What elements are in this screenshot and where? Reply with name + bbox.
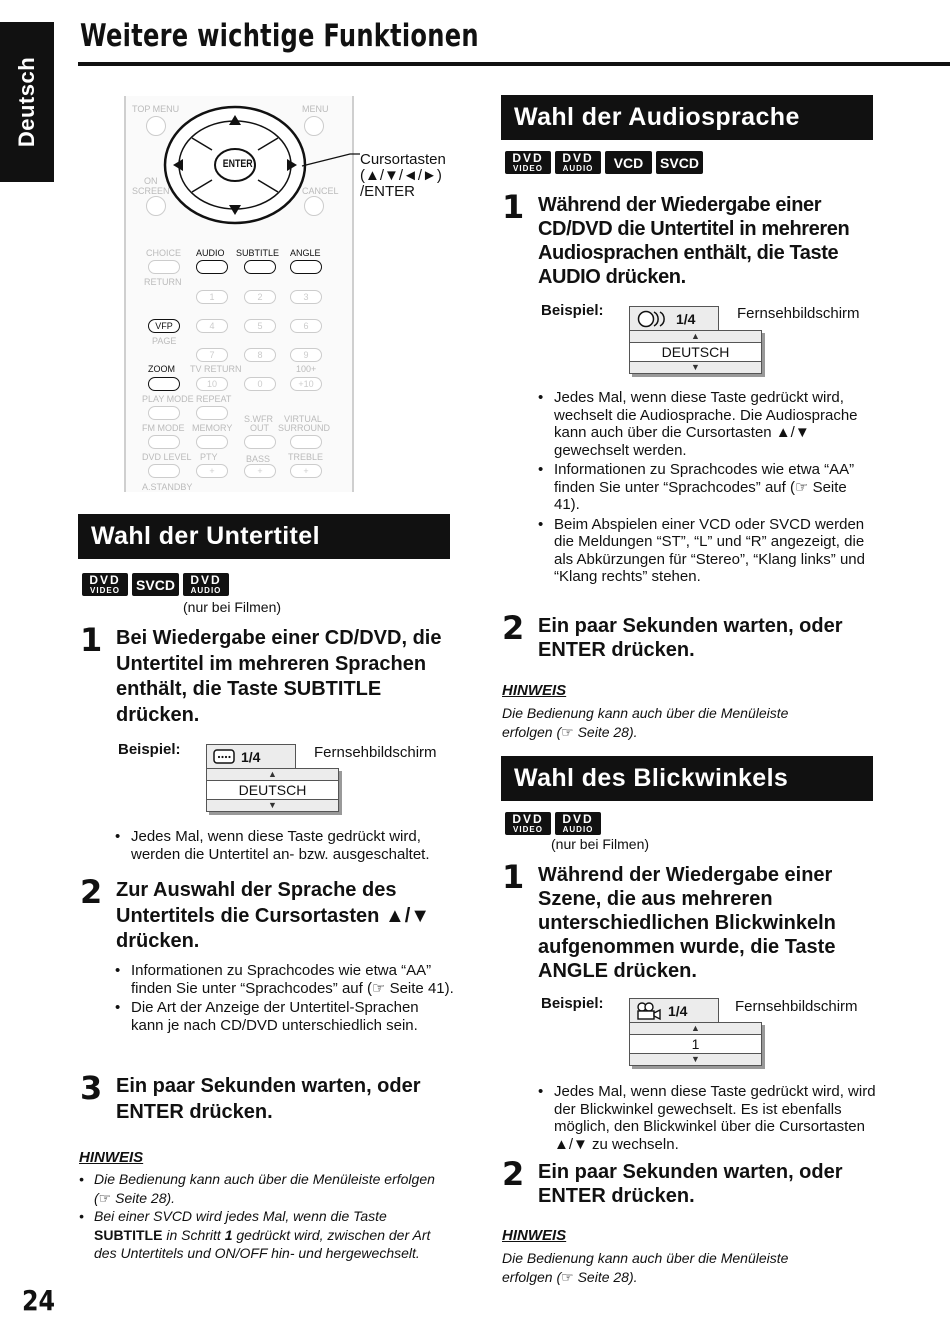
- remote-label-choice: CHOICE: [146, 248, 182, 258]
- list-item: • Informationen zu Sprachcodes wie etwa “AA” finden Sie unter “Sprachcodes” auf (☞ Seite 41).: [115, 962, 455, 997]
- audio-hinweis-heading: HINWEIS: [502, 682, 567, 699]
- step-number: 1: [502, 188, 525, 226]
- osd-count: 1/4: [668, 1002, 688, 1019]
- osd-count: 1/4: [241, 748, 261, 765]
- zoom-key: [148, 377, 180, 391]
- badge-line: DVD: [512, 812, 544, 826]
- up-arrow-icon: ▲: [691, 331, 700, 341]
- osd-body: [629, 330, 762, 374]
- subtitle-hinweis-heading: HINWEIS: [79, 1149, 144, 1166]
- num-key-5: 5: [244, 319, 276, 333]
- remote-label-zoom: ZOOM: [148, 364, 175, 374]
- audio-section-heading: Wahl der Audiosprache: [501, 95, 873, 140]
- down-arrow-icon: ▼: [268, 800, 277, 810]
- badge-line: DVD: [562, 812, 594, 826]
- angle-step-2: [502, 1155, 874, 1208]
- osd-count: 1/4: [676, 310, 696, 327]
- angle-example-label: Beispiel:: [541, 995, 604, 1012]
- badge-line: VIDEO: [513, 825, 543, 834]
- language-tab: [0, 22, 54, 182]
- badge-dvd-audio: [555, 151, 601, 174]
- remote-label-virtual: VIRTUAL: [284, 414, 322, 424]
- step-number: 2: [502, 609, 525, 647]
- remote-label-100plus: 100+: [296, 364, 317, 374]
- remote-label-astandby: A.STANDBY: [142, 482, 193, 492]
- badge-svcd: SVCD: [132, 573, 179, 596]
- osd-value: DEUTSCH: [630, 342, 761, 362]
- step-number: 2: [502, 1155, 525, 1193]
- callout-line: (▲/▼/◄/►): [360, 167, 442, 184]
- num-key-3: 3: [290, 290, 322, 304]
- badge-line: DVD: [190, 573, 222, 587]
- subtitle-osd: [206, 744, 339, 812]
- osd-header: [206, 744, 296, 768]
- step-text: Während der Wiedergabe einer Szene, die aus mehreren unterschiedlichen Blickwinkeln aufgenommen wurde, die Taste ANGLE drücken.: [538, 864, 836, 982]
- audio-osd: [629, 306, 762, 374]
- badge-vcd: VCD: [605, 151, 652, 174]
- badge-line: AUDIO: [190, 586, 222, 595]
- down-arrow-icon: ▼: [691, 362, 700, 372]
- step-text: Ein paar Sekunden warten, oder ENTER drücken.: [538, 1161, 843, 1207]
- remote-label-tv-return: TV RETURN: [190, 364, 242, 374]
- num-key-2: 2: [244, 290, 276, 304]
- callout-leader: [300, 150, 362, 180]
- step-text: Ein paar Sekunden warten, oder ENTER drücken.: [538, 615, 843, 661]
- down-arrow-icon: ▼: [691, 1054, 700, 1064]
- num-key-7: 7: [196, 348, 228, 362]
- list-item: • Jedes Mal, wenn diese Taste gedrückt wird, wechselt die Audiosprache. Die Audiosprache kann auch über die Cursortasten ▲/▼ gewechselt werden.: [538, 389, 876, 459]
- audio-icon: [636, 310, 670, 328]
- angle-hinweis-text: Die Bedienung kann auch über die Menüleiste erfolgen (☞ Seite 28).: [502, 1250, 789, 1285]
- callout-line: Cursortasten: [360, 151, 446, 168]
- remote-label-subtitle: SUBTITLE: [236, 248, 280, 258]
- subtitle-disc-badges: [82, 573, 229, 596]
- remote-label-screen: SCREEN: [132, 186, 170, 196]
- audio-screen-label: Fernsehbildschirm: [737, 305, 860, 322]
- remote-label-out: OUT: [250, 423, 269, 433]
- camera-icon: [636, 1002, 662, 1020]
- badge-dvd-audio: [183, 573, 229, 596]
- audio-step-2: [502, 609, 874, 662]
- num-key-plus10: +10: [290, 377, 322, 391]
- badge-line: DVD: [512, 151, 544, 165]
- badge-line: DVD: [89, 573, 121, 587]
- remote-label-audio: AUDIO: [196, 248, 225, 258]
- enter-key-label: ENTER: [222, 158, 253, 170]
- angle-screen-label: Fernsehbildschirm: [735, 998, 858, 1015]
- subtitle-hinweis-list: [79, 1170, 451, 1263]
- step-number: 1: [502, 858, 525, 896]
- num-key-4: 4: [196, 319, 228, 333]
- osd-body: [206, 768, 339, 812]
- badge-line: DVD: [562, 151, 594, 165]
- virtual-key: [290, 435, 322, 449]
- audio-key: [196, 260, 228, 274]
- angle-key: [290, 260, 322, 274]
- remote-label-menu: MENU: [302, 104, 329, 114]
- badge-line: AUDIO: [562, 164, 594, 173]
- angle-step-1: [502, 858, 874, 983]
- remote-label-bass: BASS: [246, 454, 271, 464]
- list-item: • Beim Abspielen einer VCD oder SVCD werden die Meldungen “ST”, “L” und “R” angezeigt, die als Abkürzungen für “Stereo”, “Klang links” und “Klang rechts” stehen.: [538, 516, 876, 586]
- remote-label-repeat: REPEAT: [196, 394, 232, 404]
- remote-label-treble: TREBLE: [288, 452, 324, 462]
- remote-label-page: PAGE: [152, 336, 177, 346]
- remote-label-dvd-level: DVD LEVEL: [142, 452, 192, 462]
- angle-hinweis-heading: HINWEIS: [502, 1227, 567, 1244]
- remote-label-swfr: S.WFR: [244, 414, 273, 424]
- callout-line: /ENTER: [360, 183, 416, 200]
- swfr-key: [244, 435, 276, 449]
- angle-bullets: [538, 1083, 876, 1155]
- num-key-10: 10: [196, 377, 228, 391]
- vfp-key: VFP: [148, 319, 180, 333]
- angle-badge-note: (nur bei Filmen): [551, 836, 650, 852]
- step-text: Ein paar Sekunden warten, oder ENTER drücken.: [116, 1075, 421, 1123]
- remote-label-play-mode: PLAY MODE: [142, 394, 194, 404]
- step-number: 3: [80, 1069, 103, 1107]
- badge-dvd-video: [82, 573, 128, 596]
- step-text: Zur Auswahl der Sprache des Untertitels die Cursortasten ▲/▼ drücken.: [116, 879, 431, 952]
- list-item: • Die Art der Anzeige der Untertitel-Sprachen kann je nach CD/DVD unterschiedlich sein.: [115, 999, 455, 1034]
- hinweis-step-ref: 1: [224, 1226, 233, 1243]
- dvd-level-key: [148, 464, 180, 478]
- language-tab-label: Deutsch: [14, 56, 39, 148]
- badge-svcd: SVCD: [656, 151, 703, 174]
- step-number: 2: [80, 873, 103, 911]
- remote-label-pty: PTY: [200, 452, 218, 462]
- subtitle-badge-note: (nur bei Filmen): [183, 599, 282, 615]
- hinweis-keyword: SUBTITLE: [94, 1226, 163, 1243]
- badge-line: AUDIO: [562, 825, 594, 834]
- cursor-callout: [360, 152, 446, 200]
- treble-plus-key: +: [290, 464, 322, 478]
- remote-label-top-menu: TOP MENU: [132, 104, 180, 114]
- angle-osd: [629, 998, 762, 1066]
- subtitle-step-3: [80, 1069, 452, 1125]
- subtitle-step1-bullets: [115, 828, 455, 865]
- osd-value: 1: [630, 1034, 761, 1054]
- num-key-9: 9: [290, 348, 322, 362]
- audio-bullets: [538, 389, 876, 588]
- hinweis-text: Bei einer SVCD wird jedes Mal, wenn die Taste: [94, 1208, 387, 1224]
- repeat-key: [196, 406, 228, 420]
- hinweis-item: [79, 1207, 451, 1263]
- subtitle-step2-bullets: [115, 962, 455, 1036]
- subtitle-key: [244, 260, 276, 274]
- remote-label-cancel: CANCEL: [302, 186, 339, 196]
- subtitle-example-label: Beispiel:: [118, 741, 181, 758]
- osd-header: [629, 998, 719, 1022]
- num-key-6: 6: [290, 319, 322, 333]
- audio-step-1: [502, 188, 874, 289]
- remote-label-memory: MEMORY: [192, 423, 233, 433]
- subtitle-screen-label: Fernsehbildschirm: [314, 744, 437, 761]
- hinweis-text: in Schritt: [162, 1226, 225, 1243]
- remote-label-surround: SURROUND: [278, 423, 331, 433]
- up-arrow-icon: ▲: [268, 769, 277, 779]
- subtitle-step-2: [80, 873, 452, 955]
- subtitle-icon: [213, 749, 235, 765]
- pty-plus-key: +: [196, 464, 228, 478]
- subtitle-step-1: [80, 621, 452, 728]
- osd-value: DEUTSCH: [207, 780, 338, 800]
- fm-mode-key: [148, 435, 180, 449]
- up-arrow-icon: ▲: [691, 1023, 700, 1033]
- osd-body: [629, 1022, 762, 1066]
- remote-label-fm-mode: FM MODE: [142, 423, 185, 433]
- step-text: Bei Wiedergabe einer CD/DVD, die Untertitel im mehreren Sprachen enthält, die Taste SUBTITLE drücken.: [116, 627, 442, 726]
- audio-disc-badges: [505, 151, 703, 174]
- badge-line: VIDEO: [90, 586, 120, 595]
- subtitle-section-heading: Wahl der Untertitel: [78, 514, 450, 559]
- page-number: 24: [22, 1284, 56, 1317]
- play-mode-key: [148, 406, 180, 420]
- title-rule: [78, 62, 950, 66]
- angle-section-heading: Wahl des Blickwinkels: [501, 756, 873, 801]
- list-item: • Jedes Mal, wenn diese Taste gedrückt wird, werden die Untertitel an- bzw. ausgeschaltet.: [115, 828, 455, 863]
- badge-dvd-audio: [555, 812, 601, 835]
- audio-hinweis-text: Die Bedienung kann auch über die Menüleiste erfolgen (☞ Seite 28).: [502, 705, 789, 740]
- remote-label-return: RETURN: [144, 277, 182, 287]
- hinweis-text: gedrückt wird, zwischen der Art des Untertitels und ON/OFF hin- und hergewechselt.: [94, 1226, 431, 1261]
- badge-dvd-video: [505, 151, 551, 174]
- memory-key: [196, 435, 228, 449]
- num-key-8: 8: [244, 348, 276, 362]
- step-number: 1: [80, 621, 103, 659]
- audio-example-label: Beispiel:: [541, 302, 604, 319]
- remote-label-angle: ANGLE: [290, 248, 321, 258]
- hinweis-item: • Die Bedienung kann auch über die Menüleiste erfolgen (☞ Seite 28).: [79, 1170, 451, 1207]
- list-item: • Jedes Mal, wenn diese Taste gedrückt wird, wird der Blickwinkel gewechselt. Es ist ebenfalls möglich, den Blickwinkel über die Cursortasten ▲/▼ zu wechseln.: [538, 1083, 876, 1153]
- page-title: Weitere wichtige Funktionen: [80, 18, 479, 54]
- step-text: Während der Wiedergabe einer CD/DVD die Untertitel in mehreren Audiosprachen enthält, die Taste AUDIO drücken.: [538, 194, 850, 288]
- badge-dvd-video: [505, 812, 551, 835]
- angle-disc-badges: [505, 812, 601, 835]
- list-item: • Informationen zu Sprachcodes wie etwa “AA” finden Sie unter “Sprachcodes” auf (☞ Seite 41).: [538, 461, 876, 514]
- num-key-1: 1: [196, 290, 228, 304]
- bass-plus-key: +: [244, 464, 276, 478]
- choice-key: [148, 260, 180, 274]
- num-key-0: 0: [244, 377, 276, 391]
- remote-label-on: ON: [144, 176, 158, 186]
- osd-header: [629, 306, 719, 330]
- badge-line: VIDEO: [513, 164, 543, 173]
